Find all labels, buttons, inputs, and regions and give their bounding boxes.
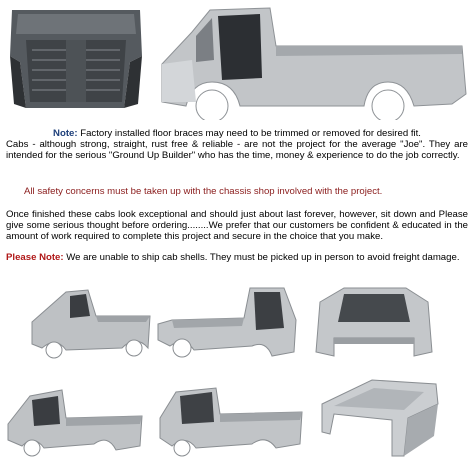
cab-rear-view-photo: [310, 282, 438, 362]
cabs-paragraph: Cabs - although strong, straight, rust free & reliable - are not the project for the average "Joe". They are intended for the serious "Ground Up Builder" who has the time, money & experience to do the job correctly.: [6, 139, 468, 161]
please-note-shipping: [6, 252, 468, 263]
note-text: Factory installed floor braces may need to be trimmed or removed for desired fit.: [77, 128, 421, 139]
note-label: Note:: [53, 128, 78, 139]
note-floor-braces: [6, 128, 468, 139]
cab-floor-pan-photo: [4, 4, 148, 116]
cab-rear-three-quarter-photo: [26, 282, 154, 362]
cab-roof-photo: [312, 374, 444, 458]
cab-side-open-photo: [154, 280, 300, 362]
cab-front-side-photo: [152, 2, 472, 120]
please-note-label: Please Note:: [6, 252, 64, 263]
finished-paragraph: Once finished these cabs look exceptional and should just about last forever, however, sit down and Please give some serious thought before ordering........We prefer that our customers be confident & educated in the amount of work required to complete this project and secure in the choice that you make.: [6, 209, 468, 242]
cab-left-front-photo: [156, 378, 306, 458]
safety-notice: All safety concerns must be taken up with the chassis shop involved with the project.: [24, 186, 383, 197]
cab-left-side-photo: [4, 376, 146, 458]
please-note-text: We are unable to ship cab shells. They must be picked up in person to avoid freight damage.: [63, 252, 460, 263]
